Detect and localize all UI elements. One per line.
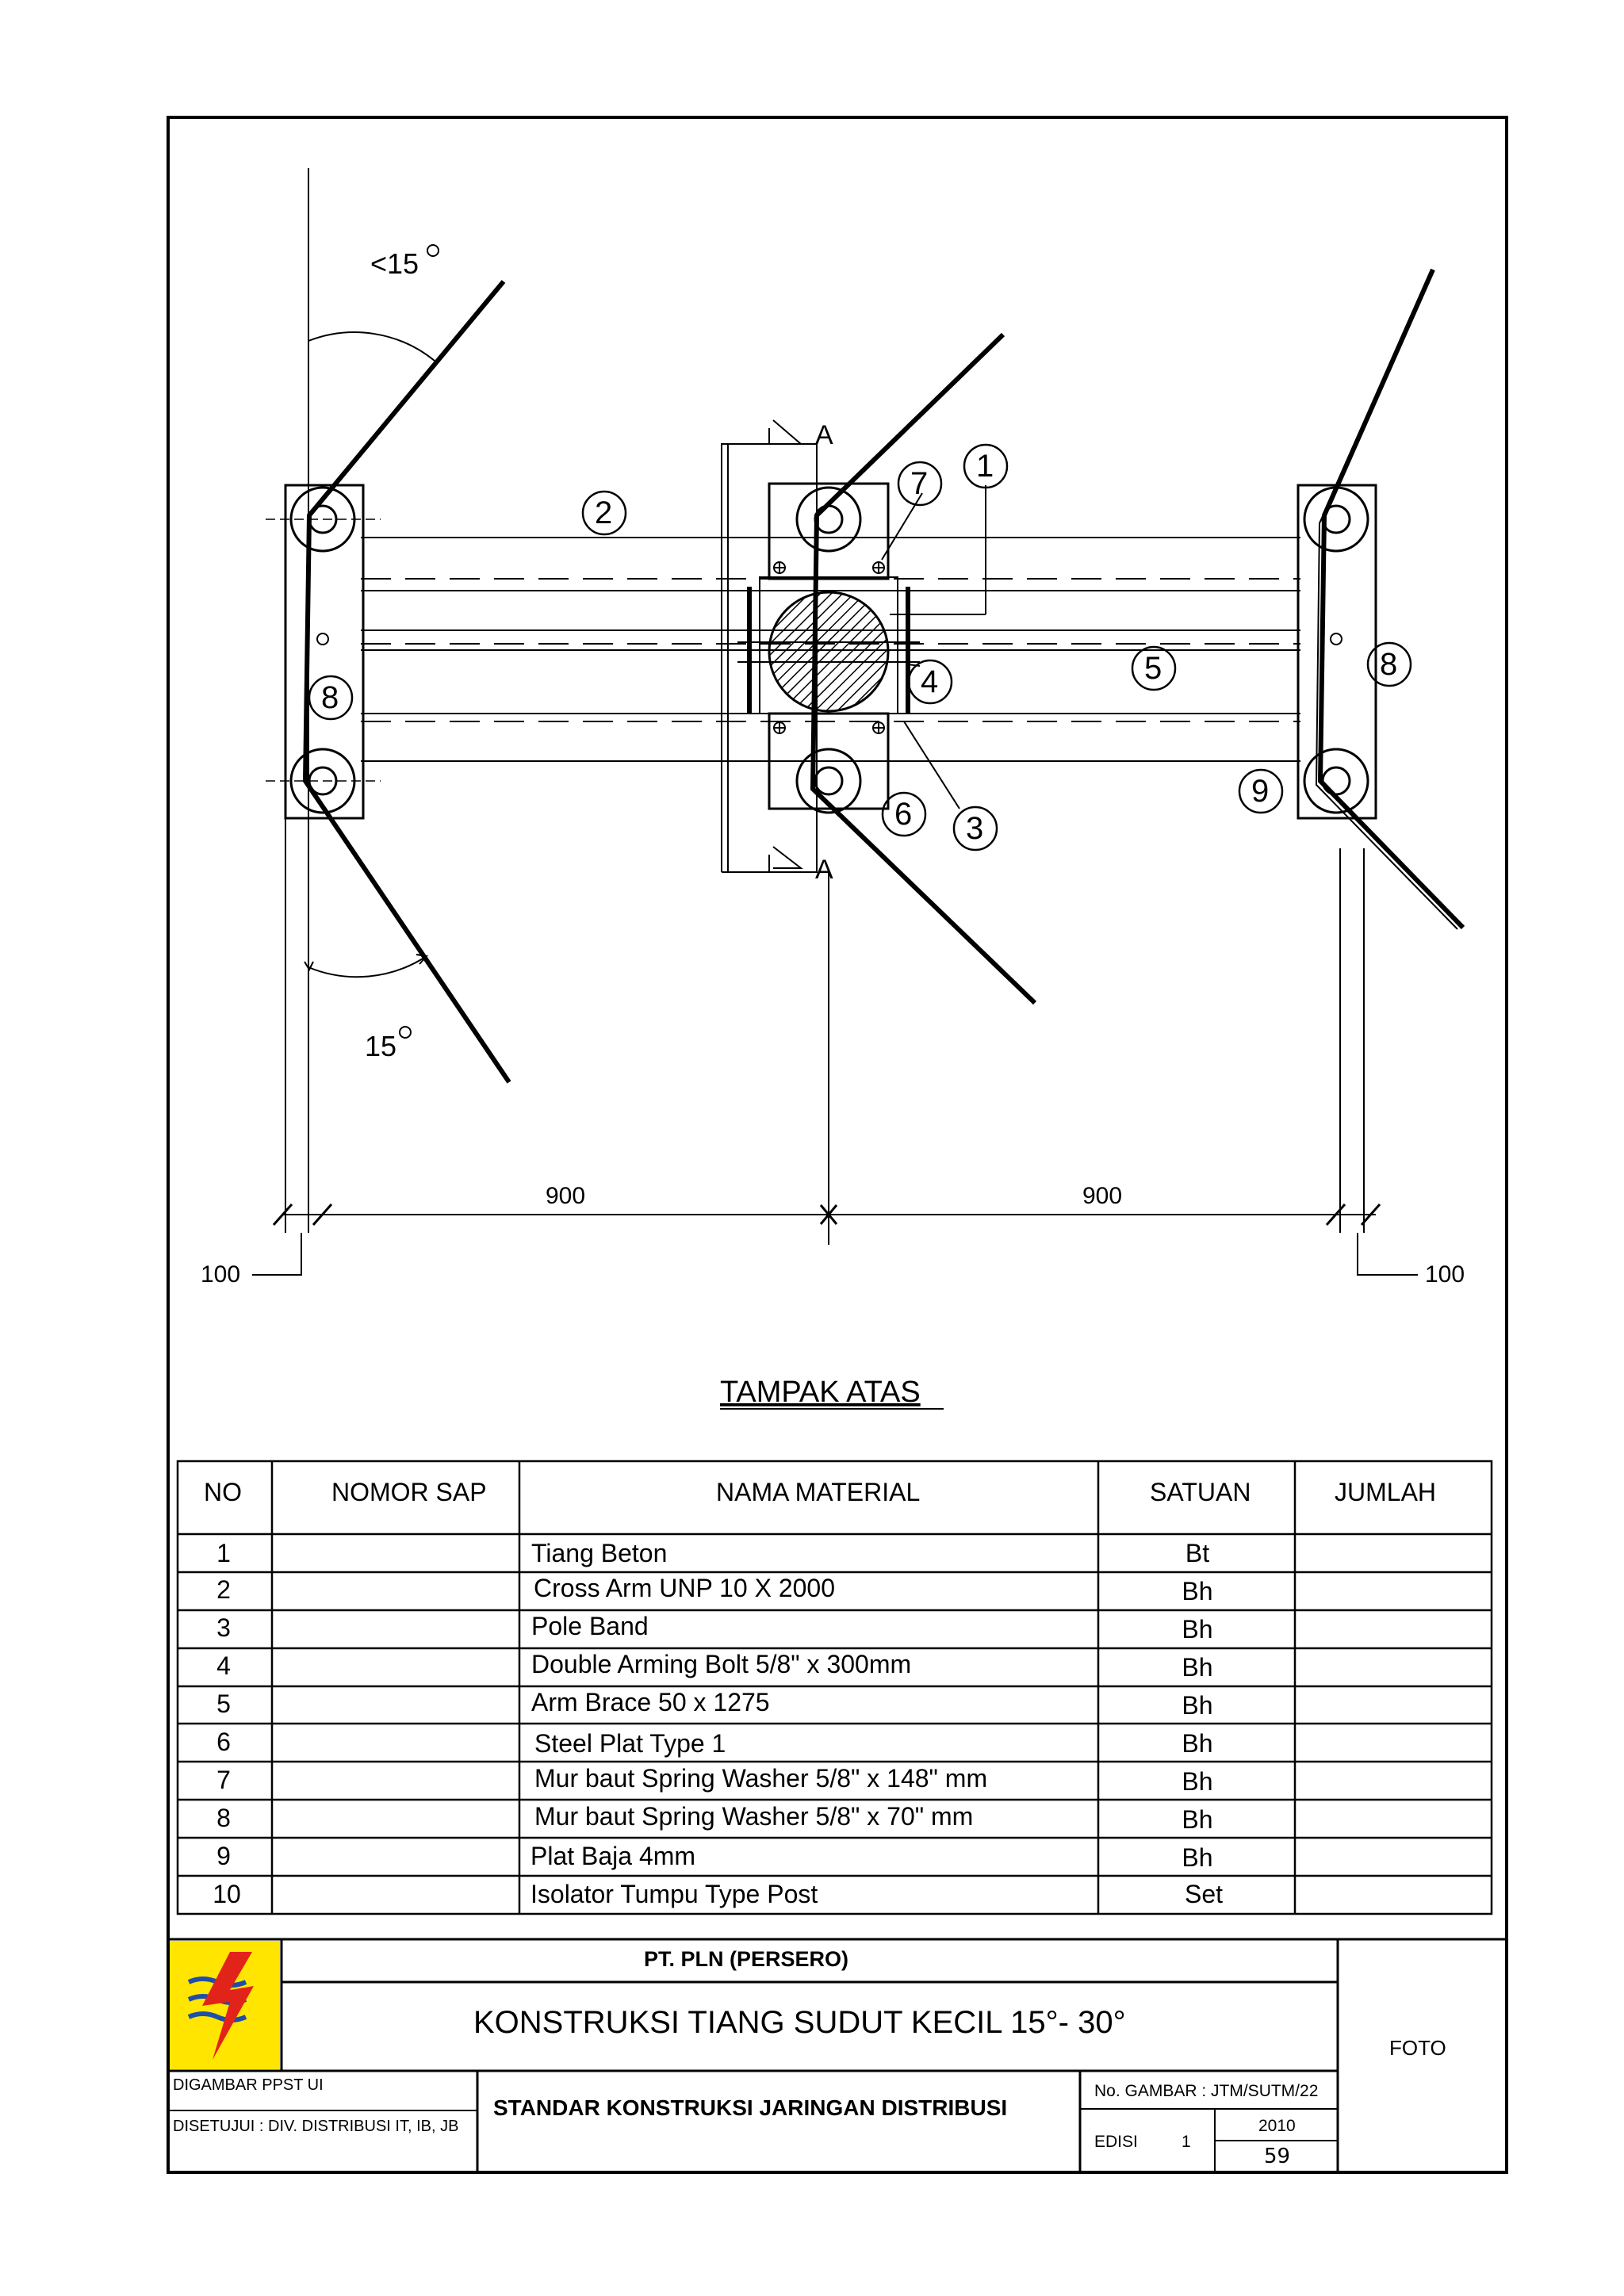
drawing-title: KONSTRUKSI TIANG SUDUT KECIL 15°- 30°: [473, 2005, 1126, 2040]
table-row: [213, 1880, 1223, 1908]
table-row: [216, 1650, 1212, 1682]
table-row: [216, 1612, 1212, 1644]
row-unit: Set: [1184, 1880, 1224, 1908]
year-label: 2010: [1258, 2117, 1296, 2135]
row-no: 8: [216, 1804, 231, 1832]
callout-3: 3: [966, 811, 984, 846]
callout-4: 4: [921, 664, 939, 699]
callout-5: 5: [1144, 651, 1162, 686]
page-number: 59: [1264, 2145, 1291, 2168]
no-gambar-label: No. GAMBAR : JTM/SUTM/22: [1094, 2082, 1319, 2100]
table-row: [216, 1688, 1212, 1720]
edisi-label: EDISI: [1094, 2133, 1138, 2151]
callout-9: 9: [1251, 774, 1270, 809]
row-no: 10: [213, 1880, 241, 1908]
section-label-top: A: [815, 420, 833, 450]
row-no: 5: [216, 1689, 231, 1718]
row-no: 2: [216, 1575, 231, 1604]
row-unit: Bh: [1182, 1767, 1213, 1796]
callout-6: 6: [894, 797, 913, 832]
degree-symbol-bottom: [400, 1027, 411, 1038]
section-label-bottom: A: [815, 855, 833, 885]
header-jumlah: JUMLAH: [1335, 1478, 1437, 1506]
row-no: 3: [216, 1613, 231, 1642]
row-no: 9: [216, 1842, 231, 1870]
row-unit: Bh: [1182, 1805, 1213, 1834]
row-name: Cross Arm UNP 10 X 2000: [534, 1574, 836, 1602]
header-nomor-sap: NOMOR SAP: [331, 1478, 487, 1506]
pln-logo: [170, 1941, 280, 2069]
table-row: [216, 1574, 1212, 1605]
row-no: 6: [216, 1728, 231, 1756]
header-satuan: SATUAN: [1150, 1478, 1251, 1506]
row-name: Pole Band: [531, 1612, 649, 1640]
callout-8-left: 8: [321, 680, 339, 715]
row-name: Isolator Tumpu Type Post: [530, 1880, 818, 1908]
angle-bottom-label: 15: [365, 1030, 397, 1062]
dimension-left: 900: [546, 1183, 586, 1209]
row-name: Arm Brace 50 x 1275: [531, 1688, 770, 1716]
callout-7: 7: [910, 466, 929, 501]
table-row: [216, 1539, 1209, 1567]
foto-label: FOTO: [1389, 2036, 1446, 2060]
row-unit: Bh: [1182, 1577, 1213, 1605]
row-no: 1: [216, 1539, 231, 1567]
row-no: 4: [216, 1651, 231, 1680]
row-no: 7: [216, 1766, 231, 1794]
digambar-label: DIGAMBAR PPST UI: [173, 2076, 324, 2094]
table-row: [216, 1764, 1212, 1796]
dimension-right: 900: [1082, 1183, 1123, 1209]
view-title: TAMPAK ATAS: [720, 1376, 921, 1409]
company-name: PT. PLN (PERSERO): [644, 1947, 849, 1971]
row-unit: Bh: [1182, 1691, 1213, 1720]
row-name: Mur baut Spring Washer 5/8" x 70" mm: [534, 1802, 974, 1831]
offset-right: 100: [1425, 1261, 1465, 1288]
title-block: [168, 1939, 1507, 2172]
row-unit: Bh: [1182, 1615, 1213, 1644]
row-name: Tiang Beton: [531, 1539, 668, 1567]
top-view-drawing: [252, 168, 1463, 1275]
row-name: Plat Baja 4mm: [530, 1842, 696, 1870]
row-unit: Bh: [1182, 1653, 1213, 1682]
table-row: [216, 1802, 1212, 1834]
standard-label: STANDAR KONSTRUKSI JARINGAN DISTRIBUSI: [493, 2095, 1008, 2120]
sheet-border: [168, 117, 1507, 2172]
table-row: [216, 1728, 1212, 1758]
disetujui-label: DISETUJUI : DIV. DISTRIBUSI IT, IB, JB: [173, 2118, 459, 2135]
edisi-value: 1: [1182, 2133, 1191, 2151]
offset-left: 100: [201, 1261, 241, 1288]
row-name: Double Arming Bolt 5/8" x 300mm: [531, 1650, 912, 1678]
row-unit: Bt: [1185, 1539, 1210, 1567]
angle-top-label: <15: [370, 247, 419, 280]
row-unit: Bh: [1182, 1843, 1213, 1872]
row-name: Mur baut Spring Washer 5/8" x 148" mm: [534, 1764, 988, 1793]
callout-1: 1: [976, 449, 994, 484]
material-table: [178, 1461, 1492, 1914]
degree-symbol-top: [427, 245, 439, 256]
row-unit: Bh: [1182, 1729, 1213, 1758]
row-name: Steel Plat Type 1: [534, 1729, 726, 1758]
header-nama-material: NAMA MATERIAL: [716, 1478, 921, 1506]
header-no: NO: [204, 1478, 242, 1506]
callout-2: 2: [595, 496, 613, 530]
table-row: [216, 1842, 1212, 1872]
callout-8-right: 8: [1380, 647, 1398, 682]
